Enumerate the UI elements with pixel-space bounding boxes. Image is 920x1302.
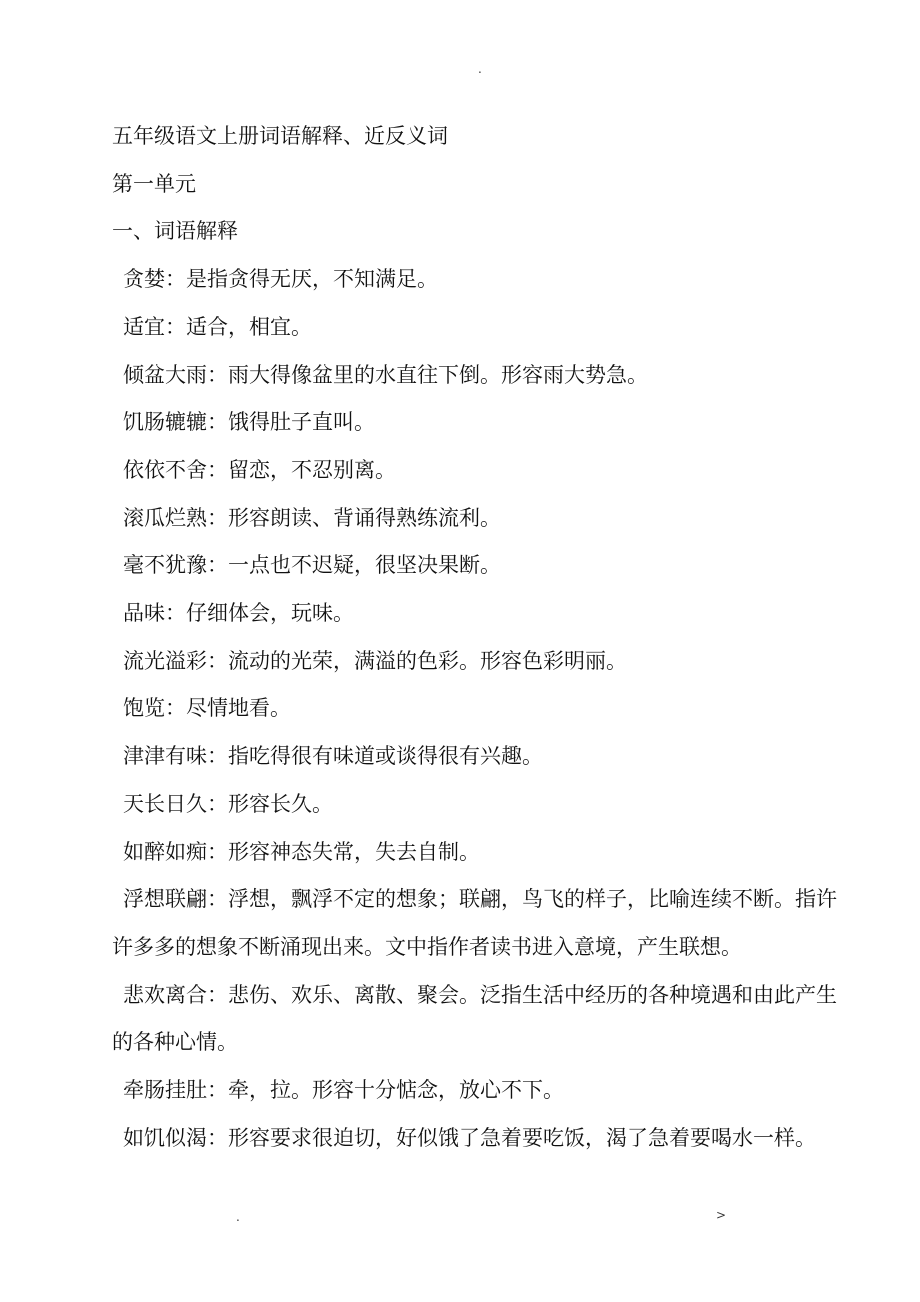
entry-fuxianglianpian: 浮想联翩：浮想，飘浮不定的想象；联翩，鸟飞的样子，比喻连续不断。指许许多多的想象不断涌现出来。文中指作者读书进入意境，产生联想。 bbox=[112, 887, 837, 959]
unit-heading: 第一单元 bbox=[112, 171, 196, 196]
footer-right-mark: > bbox=[716, 1208, 727, 1222]
entry-baolan: 饱览：尽情地看。 bbox=[123, 696, 291, 721]
entry-beihuanlihe: 悲欢离合：悲伤、欢乐、离散、聚会。泛指生活中经历的各种境遇和由此产生的各种心情。 bbox=[112, 982, 837, 1055]
entry-shiyi: 适宜：适合，相宜。 bbox=[123, 314, 312, 339]
entry-pinwei: 品味：仔细体会，玩味。 bbox=[123, 601, 354, 626]
entry-qianchangguadu: 牵肠挂肚：牵，拉。形容十分惦念，放心不下。 bbox=[123, 1078, 564, 1103]
header-mark: . bbox=[478, 62, 482, 76]
footer-left-mark: . bbox=[236, 1210, 240, 1224]
document-title: 五年级语文上册词语解释、近反义词 bbox=[112, 124, 448, 148]
entry-liuguangyicai: 流光溢彩：流动的光荣，满溢的色彩。形容色彩明丽。 bbox=[123, 648, 627, 673]
entry-haobuyouyu: 毫不犹豫：一点也不迟疑，很坚决果断。 bbox=[123, 553, 501, 578]
section-heading: 一、词语解释 bbox=[112, 219, 238, 244]
entry-tianchangrijiu: 天长日久：形容长久。 bbox=[123, 791, 333, 816]
entry-rujisike: 如饥似渴：形容要求很迫切，好似饿了急着要吃饭，渴了急着要喝水一样。 bbox=[123, 1125, 816, 1150]
entry-yiyibushe: 依依不舍：留恋，不忍别离。 bbox=[123, 457, 396, 482]
entry-gungualanshu: 滚瓜烂熟：形容朗读、背诵得熟练流利。 bbox=[123, 505, 501, 530]
entry-jichangluluu: 饥肠辘辘：饿得肚子直叫。 bbox=[123, 410, 375, 435]
entry-qingpendayu: 倾盆大雨：雨大得像盆里的水直往下倒。形容雨大势急。 bbox=[123, 362, 648, 387]
entry-jinjinyouwei: 津津有味：指吃得很有味道或谈得很有兴趣。 bbox=[123, 744, 543, 769]
entry-ruzuiruchi: 如醉如痴：形容神态失常，失去自制。 bbox=[123, 839, 480, 864]
document-content bbox=[112, 113, 862, 1162]
entry-tanlan: 贪婪：是指贪得无厌，不知满足。 bbox=[123, 267, 438, 292]
